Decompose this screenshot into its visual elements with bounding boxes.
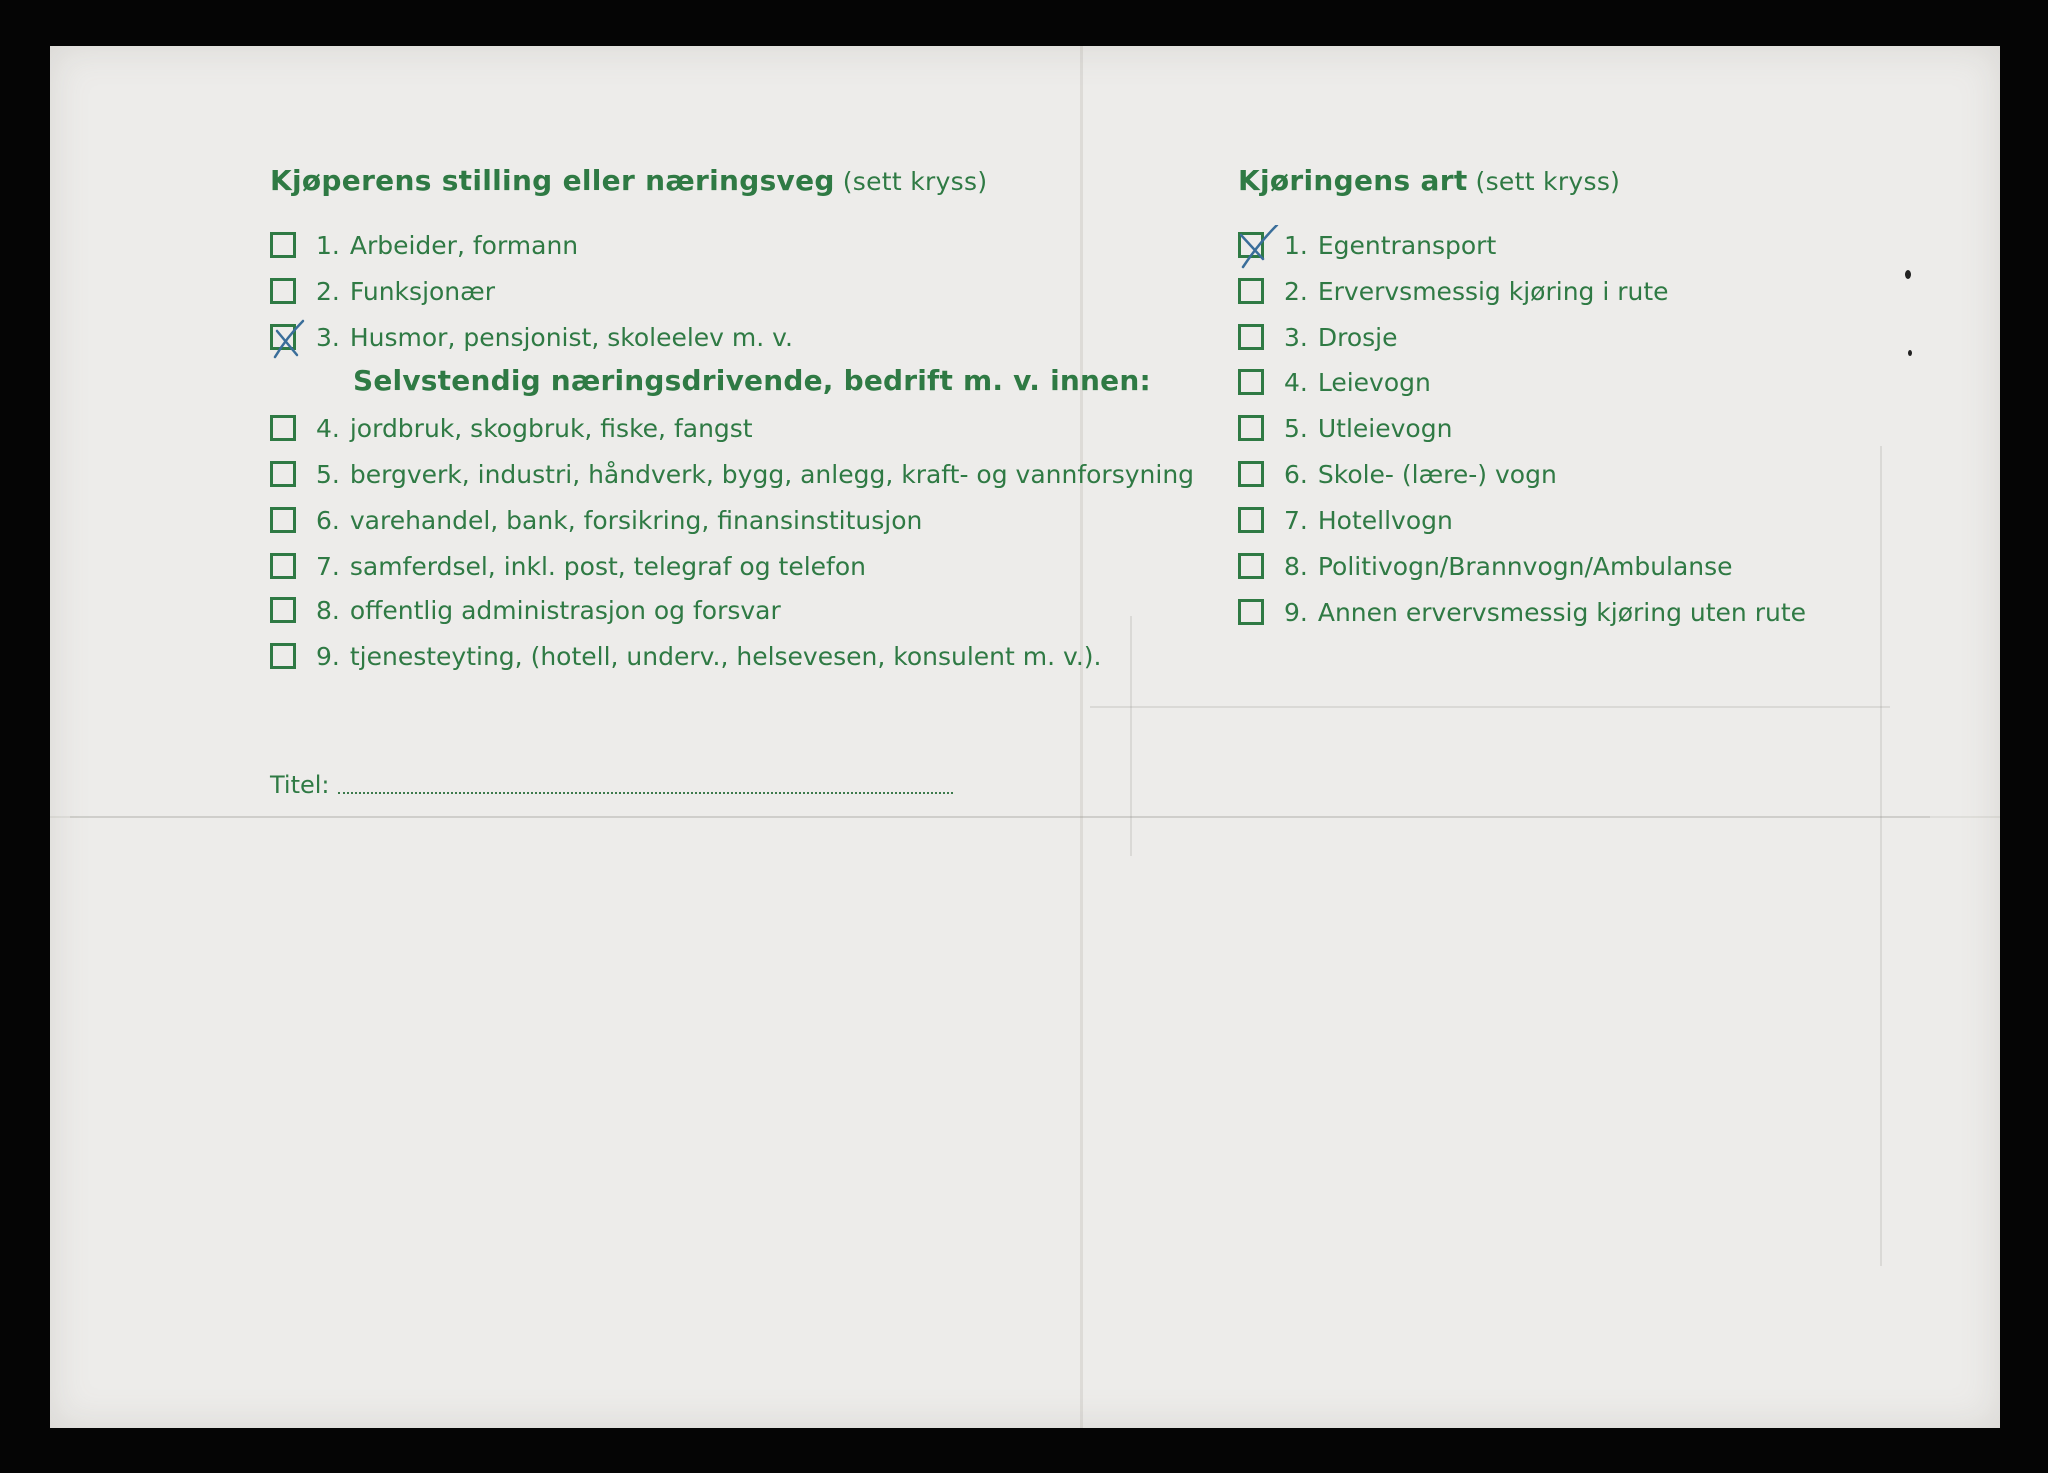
option-label: Funksjonær — [349, 276, 495, 306]
option-number: 6. — [316, 505, 340, 535]
option-label: Annen ervervsmessig kjøring uten rute — [1317, 597, 1807, 627]
option-number: 7. — [1284, 505, 1308, 535]
driving-option-1[interactable] — [1238, 228, 1496, 262]
driving-type-heading-text: Kjøringens art — [1238, 164, 1468, 197]
option-number: 1. — [1284, 230, 1308, 260]
driving-option-7[interactable] — [1238, 503, 1453, 537]
show-through-line — [1880, 446, 1882, 1266]
checkbox[interactable] — [1238, 324, 1264, 350]
driving-option-2[interactable] — [1238, 274, 1669, 308]
occupation-option-3[interactable] — [270, 320, 793, 354]
checkbox[interactable] — [270, 553, 296, 579]
option-number: 2. — [1284, 276, 1308, 306]
option-label: offentlig administrasjon og forsvar — [349, 595, 781, 625]
option-number: 1. — [316, 230, 340, 260]
option-label: Egentransport — [1317, 230, 1497, 260]
buyer-occupation-heading-note: (sett kryss) — [842, 167, 988, 196]
option-number: 6. — [1284, 459, 1308, 489]
business-option-4[interactable] — [270, 411, 753, 445]
form-sheet — [50, 46, 2000, 1428]
checkbox[interactable] — [270, 597, 296, 623]
checkbox[interactable] — [270, 461, 296, 487]
show-through-line — [1090, 706, 1890, 708]
driving-type-heading — [1238, 164, 1620, 197]
title-input-line[interactable] — [338, 792, 953, 794]
option-number: 3. — [1284, 322, 1308, 352]
driving-option-8[interactable] — [1238, 549, 1733, 583]
checkbox-checked[interactable] — [270, 324, 296, 350]
driving-option-3[interactable] — [1238, 320, 1398, 354]
self-employed-subheading: Selvstendig næringsdrivende, bedrift m. v. innen: — [353, 364, 1151, 397]
buyer-occupation-heading — [270, 164, 987, 197]
option-number: 8. — [1284, 551, 1308, 581]
show-through-line — [70, 816, 1930, 818]
title-field[interactable] — [270, 771, 953, 799]
option-number: 5. — [316, 459, 340, 489]
option-label: Arbeider, formann — [349, 230, 579, 260]
checkbox[interactable] — [1238, 278, 1264, 304]
checkbox[interactable] — [270, 278, 296, 304]
option-number: 3. — [316, 322, 340, 352]
checkbox[interactable] — [1238, 415, 1264, 441]
driving-option-4[interactable] — [1238, 365, 1431, 399]
option-label: Drosje — [1317, 322, 1398, 352]
option-label: samferdsel, inkl. post, telegraf og telefon — [349, 551, 866, 581]
business-option-6[interactable] — [270, 503, 922, 537]
check-mark-icon — [267, 317, 311, 361]
occupation-option-2[interactable] — [270, 274, 495, 308]
checkbox[interactable] — [270, 507, 296, 533]
checkbox[interactable] — [1238, 507, 1264, 533]
option-number: 4. — [1284, 367, 1308, 397]
option-number: 2. — [316, 276, 340, 306]
checkbox[interactable] — [1238, 553, 1264, 579]
buyer-occupation-heading-text: Kjøperens stilling eller næringsveg — [270, 164, 835, 197]
check-mark-icon — [1235, 225, 1279, 269]
option-label: tjenesteyting, (hotell, underv., helsevesen, konsulent m. v.). — [349, 641, 1102, 671]
option-label: jordbruk, skogbruk, fiske, fangst — [349, 413, 753, 443]
checkbox[interactable] — [1238, 461, 1264, 487]
fold-line-vertical — [1080, 46, 1083, 1428]
business-option-7[interactable] — [270, 549, 866, 583]
paper-speck — [1908, 350, 1912, 356]
checkbox[interactable] — [270, 643, 296, 669]
show-through-line — [1130, 616, 1132, 856]
option-number: 9. — [316, 641, 340, 671]
driving-option-5[interactable] — [1238, 411, 1452, 445]
option-number: 8. — [316, 595, 340, 625]
option-label: Husmor, pensjonist, skoleelev m. v. — [349, 322, 793, 352]
option-label: Leievogn — [1317, 367, 1431, 397]
checkbox[interactable] — [1238, 599, 1264, 625]
option-label: varehandel, bank, forsikring, finansinstitusjon — [349, 505, 923, 535]
option-label: Skole- (lære-) vogn — [1317, 459, 1557, 489]
option-number: 9. — [1284, 597, 1308, 627]
occupation-option-1[interactable] — [270, 228, 578, 262]
driving-option-9[interactable] — [1238, 595, 1806, 629]
option-number: 5. — [1284, 413, 1308, 443]
paper-speck — [1905, 270, 1911, 279]
checkbox[interactable] — [1238, 369, 1264, 395]
option-label: Hotellvogn — [1317, 505, 1453, 535]
checkbox-checked[interactable] — [1238, 232, 1264, 258]
business-option-8[interactable] — [270, 593, 781, 627]
checkbox[interactable] — [270, 415, 296, 441]
title-label: Titel: — [270, 771, 330, 799]
checkbox[interactable] — [270, 232, 296, 258]
option-label: Utleievogn — [1317, 413, 1453, 443]
option-number: 7. — [316, 551, 340, 581]
option-number: 4. — [316, 413, 340, 443]
option-label: bergverk, industri, håndverk, bygg, anlegg, kraft- og vannforsyning — [349, 459, 1195, 489]
business-option-9[interactable] — [270, 639, 1102, 673]
option-label: Ervervsmessig kjøring i rute — [1317, 276, 1669, 306]
driving-option-6[interactable] — [1238, 457, 1557, 491]
business-option-5[interactable] — [270, 457, 1194, 491]
option-label: Politivogn/Brannvogn/Ambulanse — [1317, 551, 1733, 581]
driving-type-heading-note: (sett kryss) — [1475, 167, 1621, 196]
